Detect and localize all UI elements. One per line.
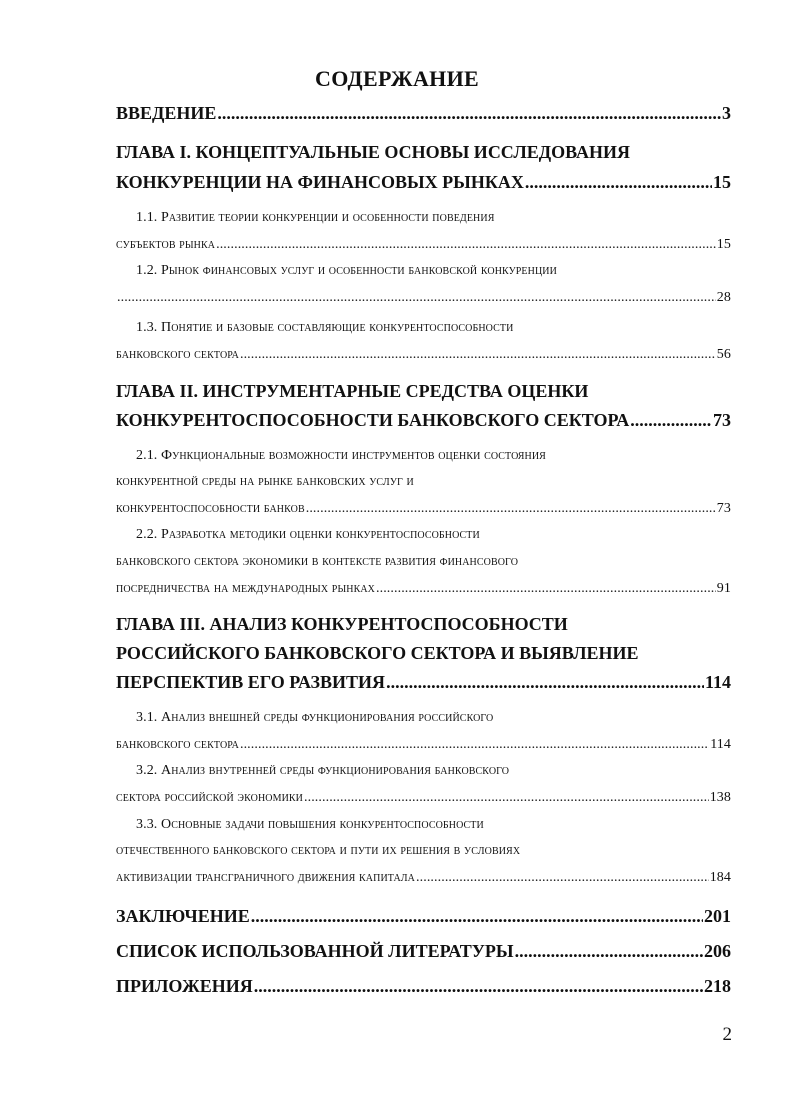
toc-entry-page: 91 xyxy=(716,580,731,596)
toc-entry-page: 138 xyxy=(709,789,731,805)
toc-entry-page: 73 xyxy=(713,409,731,430)
toc-entry-page: 206 xyxy=(704,941,731,962)
toc-entry-references[interactable] xyxy=(116,934,731,969)
chapter-title-line: ГЛАВА II. ИНСТРУМЕНТАРНЫЕ СРЕДСТВА ОЦЕНКИ xyxy=(116,380,589,401)
section-title-line: активизации трансграничного движения капитала xyxy=(116,869,416,885)
section-title-line: сектора российской экономики xyxy=(116,789,303,805)
page-number: 2 xyxy=(722,1024,732,1045)
toc-entry-page: 15 xyxy=(716,236,731,252)
chapter-title-line: ГЛАВА I. КОНЦЕПТУАЛЬНЫЕ ОСНОВЫ ИССЛЕДОВАНИЯ xyxy=(116,142,631,162)
section-title-line: конкурентоспособности банков xyxy=(116,500,305,516)
page-title: СОДЕРЖАНИЕ xyxy=(315,66,479,91)
toc-entry-chapter-1[interactable] xyxy=(116,137,731,197)
chapter-title-line: ГЛАВА III. АНАЛИЗ КОНКУРЕНТОСПОСОБНОСТИ xyxy=(116,614,568,635)
leader-dots xyxy=(304,785,709,812)
section-title-line: 2.1. Функциональные возможности инструментов оценки состояния xyxy=(136,447,546,463)
toc-section-1-1[interactable] xyxy=(116,205,731,258)
section-title-line: банковского сектора экономики в контексте развития финансового xyxy=(116,553,519,569)
leader-dots xyxy=(376,576,716,603)
leader-dots xyxy=(386,668,704,697)
section-title-line: банковского сектора xyxy=(116,346,239,362)
chapter-title-line: РОССИЙСКОГО БАНКОВСКОГО СЕКТОРА И ВЫЯВЛЕНИЕ xyxy=(116,643,639,664)
leader-dots xyxy=(117,285,716,312)
toc-entry-introduction[interactable] xyxy=(116,100,731,127)
section-title-line: 3.2. Анализ внутренней среды функционирования банковского xyxy=(136,763,510,779)
toc-entry-page: 201 xyxy=(704,906,731,927)
section-title-line: субъектов рынка xyxy=(116,236,216,252)
chapter-title-line: ПЕРСПЕКТИВ ЕГО РАЗВИТИЯ xyxy=(116,672,386,693)
leader-dots xyxy=(525,167,712,197)
section-title-line: посредничества на международных рынках xyxy=(116,580,375,596)
leader-dots xyxy=(306,496,716,523)
toc-entry-page: 28 xyxy=(716,289,731,305)
toc-section-1-3[interactable] xyxy=(116,315,731,368)
leader-dots xyxy=(251,899,703,934)
section-title-line: 1.3. Понятие и базовые составляющие конкурентоспособности xyxy=(136,320,514,336)
toc-entry-page: 15 xyxy=(713,172,731,192)
toc-entry-page: 218 xyxy=(704,976,731,997)
toc-section-3-2[interactable] xyxy=(116,758,731,811)
toc-entry-page: 114 xyxy=(710,736,731,752)
table-of-contents xyxy=(116,100,731,1004)
toc-entry-label: ВВЕДЕНИЕ xyxy=(116,103,217,123)
toc-entry-page: 114 xyxy=(704,672,731,693)
chapter-title-line: КОНКУРЕНЦИИ НА ФИНАНСОВЫХ РЫНКАХ xyxy=(116,172,524,192)
section-title-line: 3.1. Анализ внешней среды функционирования российского xyxy=(136,710,494,726)
toc-section-3-1[interactable] xyxy=(116,705,731,758)
leader-dots xyxy=(240,342,716,369)
toc-entry-label: СПИСОК ИСПОЛЬЗОВАННОЙ ЛИТЕРАТУРЫ xyxy=(116,941,514,962)
toc-section-2-1[interactable] xyxy=(116,443,731,523)
section-title-line: банковского сектора xyxy=(116,736,239,752)
toc-entry-back-matter xyxy=(116,899,731,1004)
toc-entry-label: ЗАКЛЮЧЕНИЕ xyxy=(116,906,250,927)
toc-entry-label: ПРИЛОЖЕНИЯ xyxy=(116,976,253,997)
toc-entry-page: 3 xyxy=(722,103,731,123)
toc-entry-chapter-3[interactable] xyxy=(116,610,731,697)
section-title-line: 1.2. Рынок финансовых услуг и особенности банковской конкуренции xyxy=(136,263,557,279)
leader-dots xyxy=(216,232,716,259)
toc-entry-conclusion[interactable] xyxy=(116,899,731,934)
toc-section-1-2[interactable] xyxy=(116,258,731,311)
chapter-title-line: КОНКУРЕНТОСПОСОБНОСТИ БАНКОВСКОГО СЕКТОРА xyxy=(116,409,630,430)
toc-section-3-3[interactable] xyxy=(116,812,731,892)
section-title-line: 3.3. Основные задачи повышения конкурентоспособности xyxy=(136,816,484,832)
section-title-line: 1.1. Развитие теории конкуренции и особенности поведения xyxy=(136,210,495,225)
section-title-line: конкурентной среды на рынке банковских услуг и xyxy=(116,474,414,490)
leader-dots xyxy=(240,732,709,759)
section-title-line: отечественного банковского сектора и пути их решения в условиях xyxy=(116,843,521,859)
leader-dots xyxy=(416,865,709,892)
leader-dots xyxy=(630,406,712,435)
toc-entry-page: 184 xyxy=(709,869,731,885)
toc-entry-appendices[interactable] xyxy=(116,969,731,1004)
toc-entry-page: 73 xyxy=(716,500,731,516)
toc-entry-page: 56 xyxy=(716,346,731,362)
section-title-line: 2.2. Разработка методики оценки конкурентоспособности xyxy=(136,527,480,543)
leader-dots xyxy=(515,934,703,969)
toc-entry-chapter-2[interactable] xyxy=(116,377,731,435)
leader-dots xyxy=(254,969,703,1004)
leader-dots xyxy=(217,100,721,127)
toc-section-2-2[interactable] xyxy=(116,522,731,602)
